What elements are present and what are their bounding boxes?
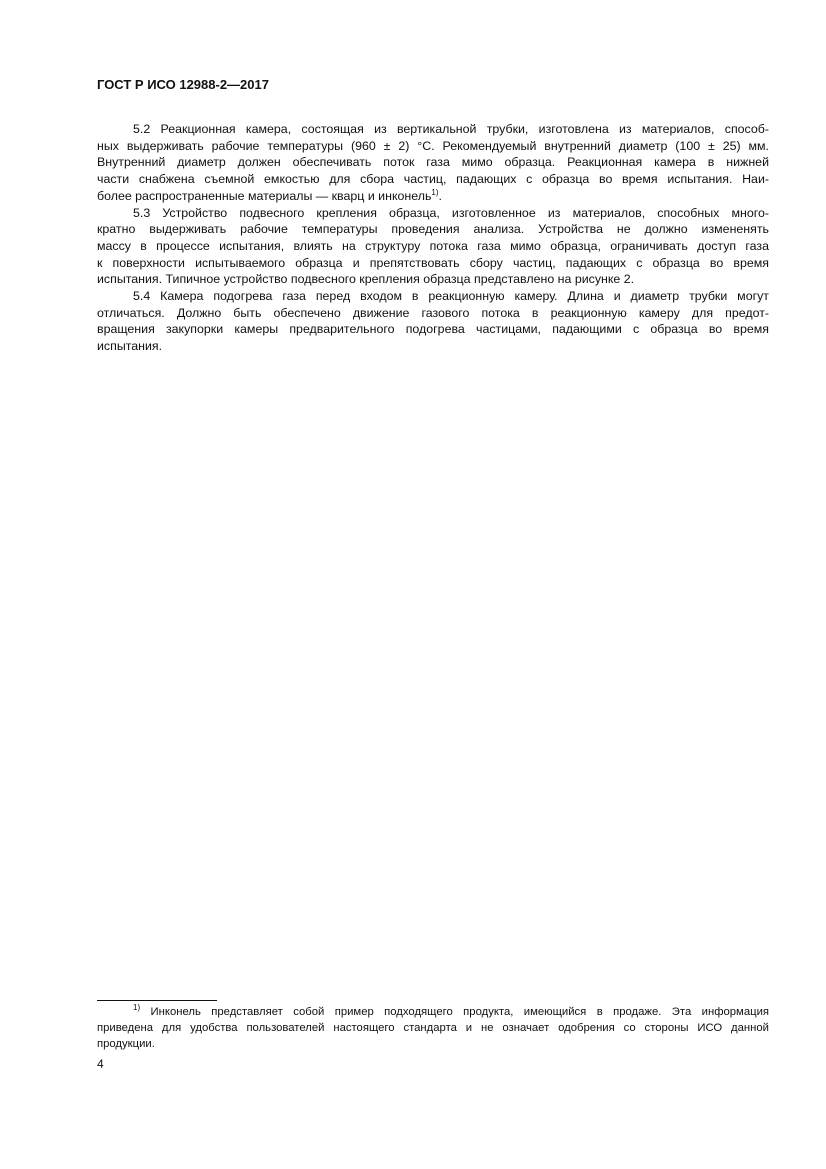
text-line: испытания. Типичное устройство подвесного крепления образца представлено на рисунке 2.	[97, 272, 635, 287]
text-line: 5.2 Реакционная камера, состоящая из вертикальной трубки, изготовлена из материалов, способ-	[133, 122, 769, 136]
paragraph-5-3	[97, 205, 769, 289]
text-segment: более распространенные материалы — кварц и инконель	[97, 188, 432, 203]
document-body	[97, 121, 769, 355]
paragraph-5-2	[97, 121, 769, 205]
text-line: продукции.	[97, 1038, 155, 1050]
text-segment: .	[438, 188, 442, 203]
footnote	[97, 1004, 769, 1052]
text-line	[97, 1004, 769, 1020]
text-line: части снабжена съемной емкостью для сбора частиц, падающих с образца во время испытания. Наи-	[97, 172, 769, 187]
paragraph-5-4	[97, 288, 769, 355]
document-header: ГОСТ Р ИСО 12988-2—2017	[97, 77, 269, 92]
text-line: 5.3 Устройство подвесного крепления образца, изготовленное из материалов, способных много-	[133, 205, 769, 220]
text-line: приведена для удобства пользователей настоящего стандарта и не означает одобрения со стороны ИСО данной	[97, 1022, 769, 1034]
text-line: 5.4 Камера подогрева газа перед входом в реакционную камеру. Длина и диаметр трубки могут	[133, 289, 769, 304]
text-line: к поверхности испытываемого образца и препятствовать сбору частиц, падающих с образца во время	[97, 255, 769, 270]
footnote-divider	[97, 1000, 217, 1001]
footnote-reference: 1)	[431, 187, 439, 197]
text-line: массу в процессе испытания, влиять на структуру потока газа мимо образца, ограничивать доступ газа	[97, 238, 769, 253]
text-line: Внутренний диаметр должен обеспечивать поток газа мимо образца. Реакционная камера в нижней	[97, 155, 769, 170]
text-line: испытания.	[97, 339, 163, 354]
footnote-marker: 1)	[133, 1003, 141, 1012]
text-segment: Инконель представляет собой пример подходящего продукта, имеющийся в продаже. Эта информация	[140, 1006, 769, 1018]
text-line: вращения закупорки камеры предварительного подогрева частицами, падающими с образца во время	[97, 322, 769, 337]
text-line	[97, 188, 769, 205]
text-line: кратно выдерживать рабочие температуры проведения анализа. Устройства не должно измененять	[97, 222, 769, 237]
text-line: отличаться. Должно быть обеспечено движение газового потока в реакционную камеру для предот-	[97, 305, 769, 320]
page-number: 4	[97, 1057, 104, 1071]
text-line: ных выдерживать рабочие температуры (960 ± 2) °С. Рекомендуемый внутренний диаметр (100 ± 25) мм.	[97, 138, 769, 153]
